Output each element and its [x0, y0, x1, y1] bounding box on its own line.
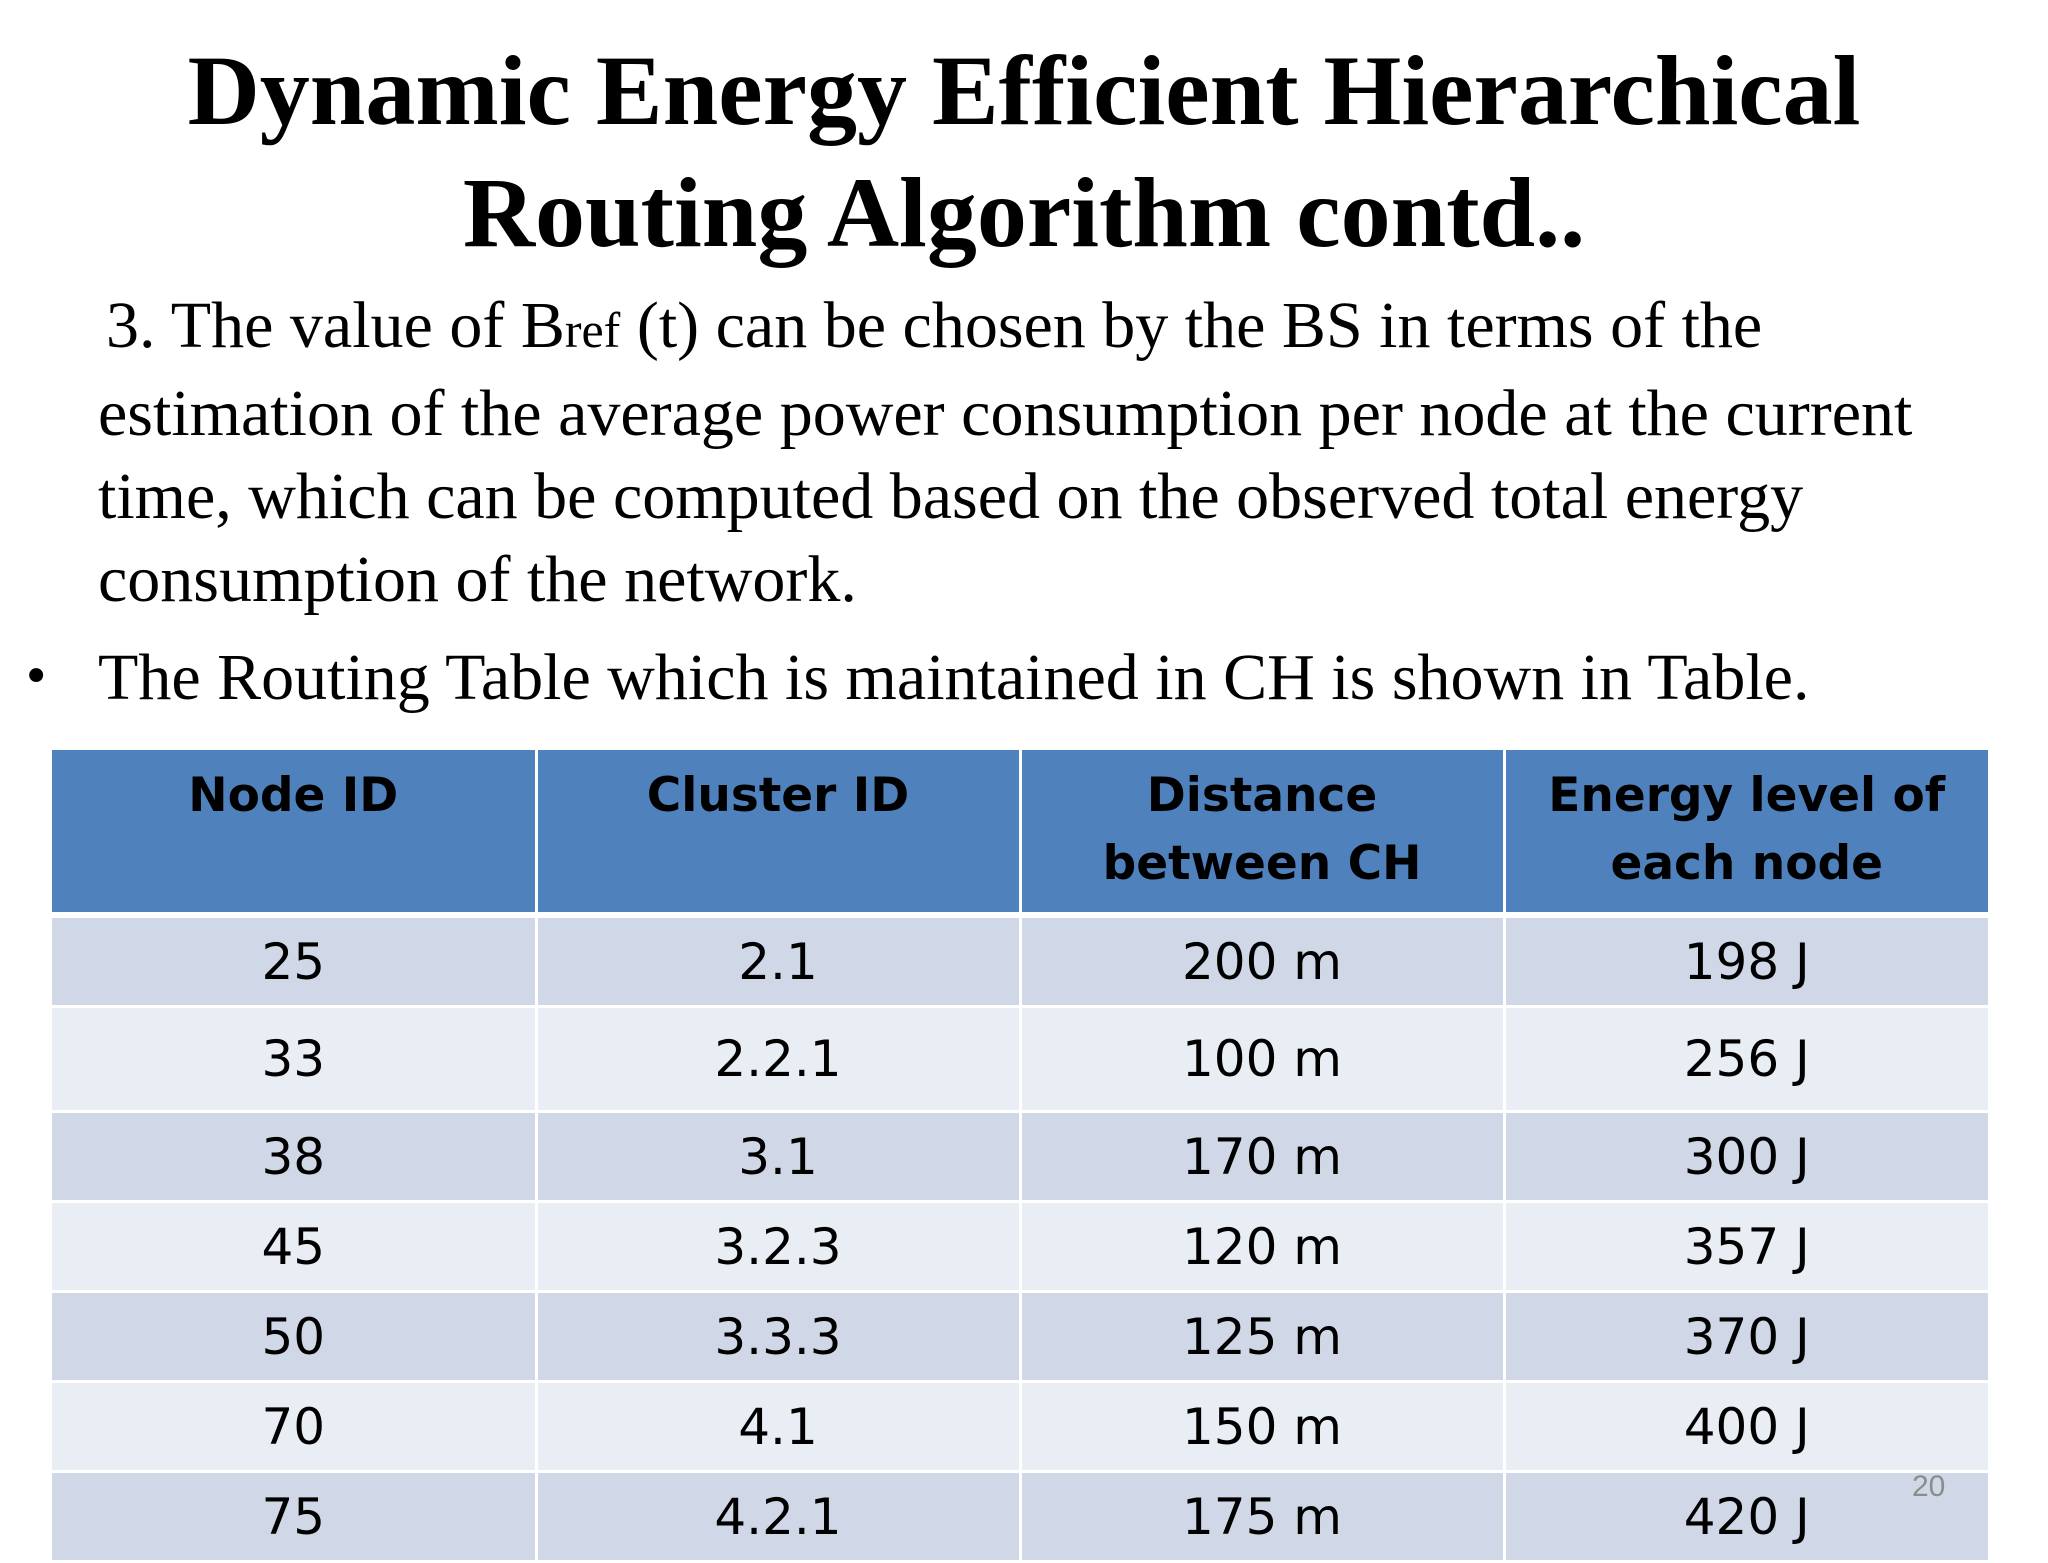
cell-node-id: 70: [52, 1382, 536, 1472]
table-header-row: [52, 750, 1988, 915]
cell-cluster-id: 2.1: [536, 915, 1020, 1007]
slide-title-line-1: Dynamic Energy Efficient Hierarchical: [187, 35, 1861, 146]
cell-distance: 125 m: [1020, 1292, 1504, 1382]
table-row: [52, 1382, 1988, 1472]
slide-title: [0, 30, 2048, 274]
cell-node-id: 75: [52, 1472, 536, 1562]
cell-cluster-id: 3.2.3: [536, 1202, 1020, 1292]
cell-energy: 420 J: [1504, 1472, 1988, 1562]
cell-node-id: 50: [52, 1292, 536, 1382]
header-energy: Energy level of each node: [1504, 750, 1988, 915]
header-cluster-id: Cluster ID: [536, 750, 1020, 915]
cell-energy: 198 J: [1504, 915, 1988, 1007]
cell-cluster-id: 3.3.3: [536, 1292, 1020, 1382]
header-distance: Distance between CH: [1020, 750, 1504, 915]
cell-distance: 200 m: [1020, 915, 1504, 1007]
table-row: [52, 915, 1988, 1007]
table-row: [52, 1292, 1988, 1382]
paragraph-line-4: consumption of the network.: [98, 543, 857, 616]
paragraph-line-1-start: 3. The value of B: [106, 289, 565, 362]
paragraph-line-1-end: (t) can be chosen by the BS in terms of the: [620, 289, 1763, 362]
body-paragraph: [98, 284, 2028, 621]
page-number: 20: [1912, 1470, 1946, 1503]
routing-table: [52, 750, 1988, 1563]
cell-node-id: 25: [52, 915, 536, 1007]
cell-cluster-id: 3.1: [536, 1112, 1020, 1202]
cell-energy: 357 J: [1504, 1202, 1988, 1292]
paragraph-line-3: time, which can be computed based on the observed total energy: [98, 460, 1804, 533]
cell-energy: 300 J: [1504, 1112, 1988, 1202]
cell-energy: 400 J: [1504, 1382, 1988, 1472]
table-row: [52, 1112, 1988, 1202]
table-row: [52, 1007, 1988, 1112]
cell-node-id: 45: [52, 1202, 536, 1292]
cell-distance: 150 m: [1020, 1382, 1504, 1472]
cell-energy: 256 J: [1504, 1007, 1988, 1112]
slide-title-line-2: Routing Algorithm contd..: [462, 157, 1586, 268]
cell-distance: 120 m: [1020, 1202, 1504, 1292]
subscript-ref: ref: [564, 302, 621, 358]
paragraph-line-1: [98, 284, 2028, 372]
header-node-id: Node ID: [52, 750, 536, 915]
cell-node-id: 38: [52, 1112, 536, 1202]
bullet-icon: •: [22, 649, 51, 705]
cell-cluster-id: 4.1: [536, 1382, 1020, 1472]
cell-node-id: 33: [52, 1007, 536, 1112]
table-row: [52, 1202, 1988, 1292]
cell-distance: 175 m: [1020, 1472, 1504, 1562]
cell-cluster-id: 2.2.1: [536, 1007, 1020, 1112]
cell-energy: 370 J: [1504, 1292, 1988, 1382]
table-row: [52, 1472, 1988, 1562]
cell-distance: 170 m: [1020, 1112, 1504, 1202]
paragraph-line-2: estimation of the average power consumption per node at the current: [98, 377, 1913, 450]
cell-distance: 100 m: [1020, 1007, 1504, 1112]
cell-cluster-id: 4.2.1: [536, 1472, 1020, 1562]
bullet-text: The Routing Table which is maintained in CH is shown in Table.: [98, 641, 1810, 714]
